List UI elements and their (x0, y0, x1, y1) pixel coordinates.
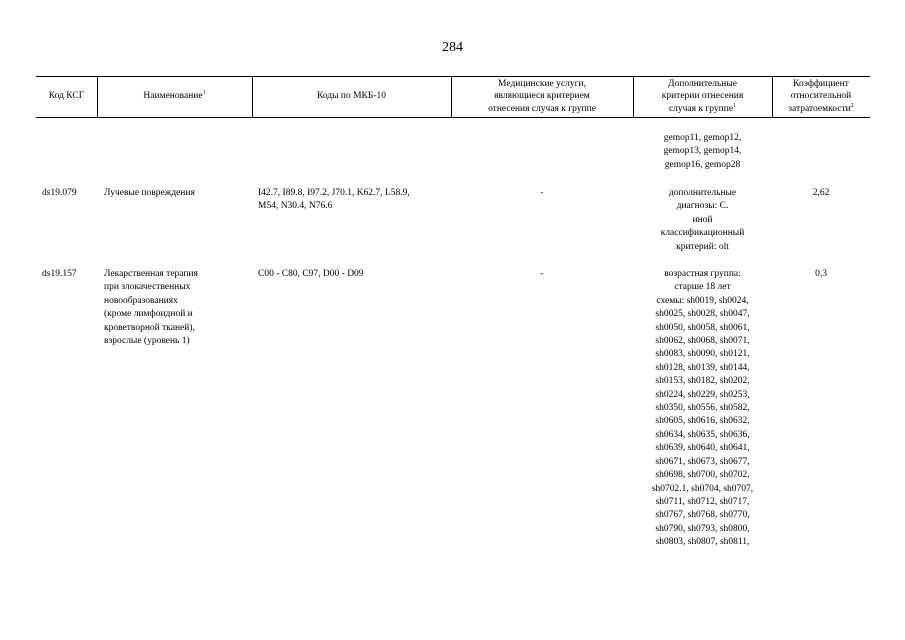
header-name-label: Наименование (143, 91, 203, 102)
footnote-marker: 1 (733, 102, 737, 109)
header-mkb-label: Коды по МКБ-10 (316, 91, 387, 102)
row-code-cell: ds19.079 (42, 188, 77, 198)
row-coef-cell: 0,3 (815, 269, 827, 279)
header-mkb (252, 76, 451, 117)
footnote-marker: 1 (202, 90, 206, 97)
header-criteria (633, 76, 772, 117)
page-number: 284 (442, 40, 463, 55)
header-code (36, 76, 97, 117)
header-services-label: Медицинские услуги, являющиеся критерием отнесения случая к группе (488, 78, 596, 114)
row-coef-cell: 2,62 (812, 188, 830, 198)
row-code-cell: ds19.157 (42, 269, 77, 279)
header-name (97, 76, 252, 117)
row-name-cell: Лучевые повреждения (104, 188, 195, 198)
row-services-cell: - (540, 269, 544, 279)
row-criteria-cell: gemop11, gemop12, gemop13, gemop14, gemop16, gemop28 (663, 133, 742, 170)
row-mkb-cell: I42.7, I89.8, I97.2, J70.1, K62.7, L58.9, M54, N30.4, N76.6 (258, 188, 410, 212)
row-services-cell: - (540, 188, 544, 198)
footnote-marker: 2 (850, 102, 854, 109)
row-name-cell: Лекарственная терапия при злокачественных новообразованиях (кроме лимфоидной и кроветворной тканей), взрослые (уровень 1) (104, 269, 198, 347)
row-criteria-cell: возрастная группа: старше 18 лет схемы: sh0019, sh0024, sh0025, sh0028, sh0047, sh0050, sh0058, sh0061, sh0062, sh0068, sh0071, sh0083, sh0090, sh0121, sh0128, sh0139, sh0144, sh0153, sh0182, sh0202, sh0224, sh0229, sh0253, sh0350, sh0556, sh0582, sh0605, sh0616, sh0632, sh0634, sh0635, sh0636, sh0639, sh0640, sh0641, sh0671, sh0673, sh0677, sh0698, sh0700, sh0702, sh0702.1, sh0704, sh0707, sh0711, sh0712, sh0717, sh0767, sh0768, sh0770, sh0790, sh0793, sh0800, sh0803, sh0807, sh0811, (651, 269, 754, 548)
row-mkb-cell: C00 - C80, C97, D00 - D09 (258, 269, 364, 279)
header-coef (772, 76, 870, 117)
row-criteria-cell: дополнительные диагнозы: C. иной классификационный критерий: olt (660, 188, 745, 252)
header-criteria-label: Дополнительные критерии отнесения случая к группе (661, 78, 744, 114)
table-header-bottom-rule (36, 117, 870, 118)
header-services (451, 76, 633, 117)
header-code-label: Код КСГ (48, 91, 85, 102)
header-coef-label: Коэффициент относительной затратоемкости (788, 78, 852, 114)
